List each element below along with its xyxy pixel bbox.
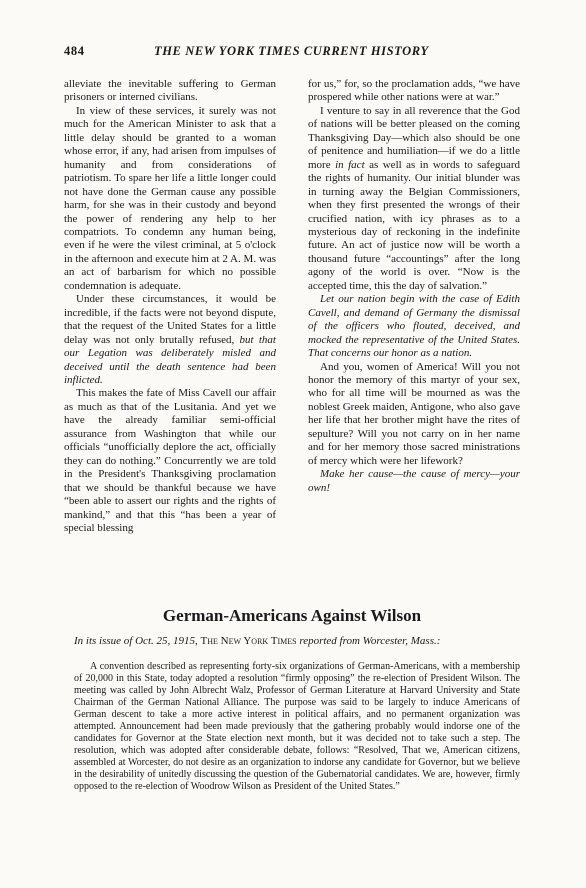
paragraph bbox=[308, 468, 520, 495]
page-number: 484 bbox=[64, 44, 85, 58]
right-column bbox=[308, 78, 520, 495]
newspaper-name: The New York Times bbox=[200, 635, 297, 647]
journal-title: THE NEW YORK TIMES CURRENT HISTORY bbox=[154, 44, 429, 58]
section-title: German-Americans Against Wilson bbox=[162, 606, 422, 625]
paragraph bbox=[64, 293, 276, 387]
paragraph: And you, women of America! Will you not honor the memory of this martyr of your sex, who for all time will be mourned as was the noblest Greek maiden, Antigone, who also gave her life that her brother might have the rites of sepulture? Will you not carry on in her name and for her memory those sacred ministrations of mercy which were her lifework? bbox=[308, 360, 520, 467]
intro-text: reported from Worcester, Mass.: bbox=[296, 635, 441, 647]
italic-text: Let our nation begin with the case of Edith Cavell, and demand of Germany the dismissal of the officers who flouted, deceived, and mocked the representative of the United States. That concerns our honor as a nation. bbox=[308, 293, 520, 360]
paragraph: This makes the fate of Miss Cavell our affair as much as that of the Lusitania. And yet we have the already familiar semi-official assurance from Washington that while our officials “unofficially deplore the act, officially they can do nothing.” Concurrently we are told in the President's Thanksgiving proclamation that we should be thankful because we have “been able to assert our rights and the rights of mankind,” and that this “has been a year of special blessing bbox=[64, 387, 276, 534]
paragraph-text: as well as in words to safeguard the rights of humanity. Our initial blunder was in turning away the Belgian Commissioners, when they first presented the wrongs of their crucified nation, with icy phrases as to a mysterious day of reckoning in the indefinite future. An act of justice now will be worth a thousand future “accountings” after the long agony of the world is over. “Now is the accepted time, this the day of salvation.” bbox=[308, 158, 520, 292]
paragraph-text: Under these circumstances, it would be incredible, if the facts were not beyond dispute, that the request of the United States for a little delay was not only brutally refused, bbox=[64, 293, 276, 346]
section-intro bbox=[74, 635, 520, 648]
paragraph: for us,” for, so the proclamation adds, “we have prospered while other nations were at war.” bbox=[308, 78, 520, 104]
italic-text: Make her cause—the cause of mercy—your own! bbox=[308, 468, 520, 494]
section-body: A convention described as representing forty-six organizations of German-Americans, with a membership of 20,000 in this State, today adopted a resolution “firmly opposing” the re-election of President Wilson. The meeting was called by John Albrecht Walz, Professor of German Literature at Harvard University and State Chairman of the German National Alliance. The purpose was said to be largely to induce Americans of German descent to take a more active interest in political affairs, and no permanent organization was attempted. Announcement had been made previously that the gathering probably would indorse one of the candidates for Governor at the State election next month, but it was decided not to take such a step. The resolution, which was adopted after considerable debate, follows: “Resolved, That we, American citizens, assembled at Worcester, do not desire as an organization to indorse any candidate for Governor, but we believe in the desirability of unitedly discussing the question of the Gubernatorial candidates. We are, however, firmly opposed to the re-election of Woodrow Wilson as President of the United States.” bbox=[74, 661, 520, 792]
paragraph: alleviate the inevitable suffering to German prisoners or interned civilians. bbox=[64, 78, 276, 104]
paragraph bbox=[308, 293, 520, 360]
italic-text: but that our Legation was deliberately misled and deceived until the death sentence had been inflicted. bbox=[64, 333, 276, 386]
paragraph bbox=[308, 105, 520, 293]
intro-text: In its issue of Oct. 25, 1915, bbox=[74, 635, 201, 647]
left-column bbox=[64, 78, 276, 535]
running-head bbox=[64, 44, 534, 60]
paragraph-text: I venture to say in all reverence that the God of nations will be better pleased on the coming Thanksgiving Day—which also should be one of penitence and humiliation—if we do a little more bbox=[308, 104, 520, 171]
italic-text: in fact bbox=[335, 158, 365, 171]
paragraph: In view of these services, it surely was not much for the American Minister to ask that a little delay should be granted to a woman whose error, if any, had arisen from impulses of humanity and from considerations of patriotism. To spare her life a little longer could not have done the German cause any possible harm, for she was in their custody and beyond the power of rendering any help to her compatriots. To condemn any human being, even if he were the vilest criminal, at 5 o'clock in the afternoon and execute him at 2 A. M. was an act of barbarism for which no possible condemnation is adequate. bbox=[64, 104, 276, 292]
